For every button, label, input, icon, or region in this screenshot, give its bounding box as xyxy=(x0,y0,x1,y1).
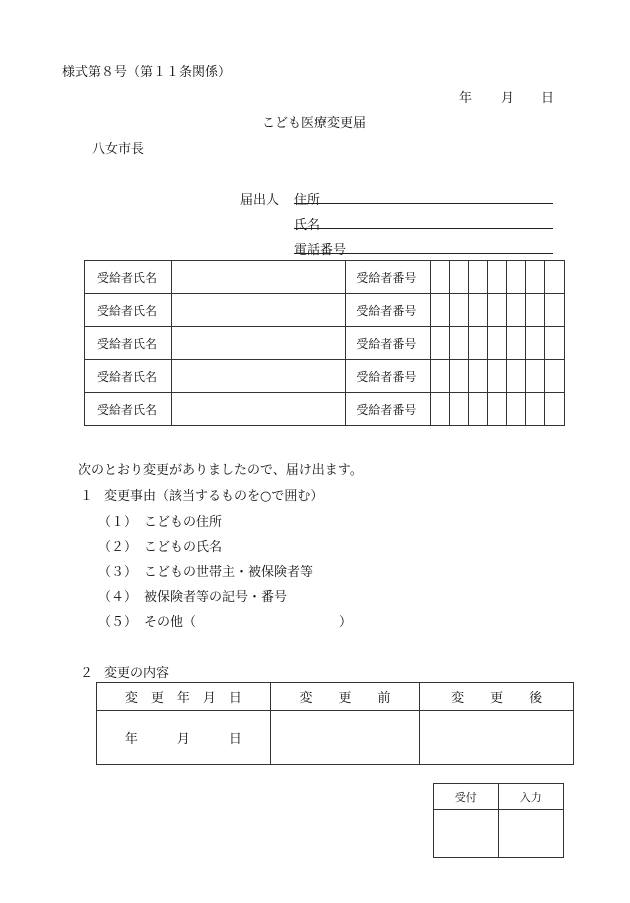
name-line[interactable] xyxy=(294,228,553,229)
section2-heading: 変更の内容 xyxy=(104,666,170,681)
recipient-number-digit-cell[interactable] xyxy=(544,327,564,360)
recipient-name-label: 受給者氏名 xyxy=(85,393,172,426)
recipient-number-digit-cell[interactable] xyxy=(469,261,488,294)
recipient-name-cell[interactable] xyxy=(171,294,346,327)
recipient-number-digit-cell[interactable] xyxy=(526,261,545,294)
recipient-row xyxy=(85,360,565,393)
received-label: 受付 xyxy=(434,784,499,810)
change-date-placeholder: 年 月 日 xyxy=(124,732,242,747)
recipient-number-digit-cell[interactable] xyxy=(488,327,507,360)
col-after: 変 更 後 xyxy=(420,683,574,711)
recipient-name-cell[interactable] xyxy=(171,261,346,294)
reason-item[interactable] xyxy=(98,586,287,605)
recipient-row xyxy=(85,261,565,294)
input-label: 入力 xyxy=(498,784,564,810)
received-stamp-cell[interactable] xyxy=(434,810,499,858)
col-change-date: 変 更 年 月 日 xyxy=(97,683,271,711)
recipient-name-label: 受給者氏名 xyxy=(85,360,172,393)
reason-text: 被保険者等の記号・番号 xyxy=(144,590,288,605)
recipient-row xyxy=(85,294,565,327)
recipient-row xyxy=(85,327,565,360)
recipient-number-digit-cell[interactable] xyxy=(450,261,469,294)
recipient-name-label: 受給者氏名 xyxy=(85,294,172,327)
recipient-number-digit-cell[interactable] xyxy=(450,294,469,327)
recipient-name-label: 受給者氏名 xyxy=(85,261,172,294)
reason-number: （１） xyxy=(98,515,138,530)
recipient-number-digit-cell[interactable] xyxy=(507,261,526,294)
recipient-number-digit-cell[interactable] xyxy=(507,327,526,360)
recipient-number-digit-cell[interactable] xyxy=(431,261,450,294)
after-cell[interactable] xyxy=(420,711,574,765)
recipient-number-digit-cell[interactable] xyxy=(488,393,507,426)
recipient-name-label: 受給者氏名 xyxy=(85,327,172,360)
section1-number: １ xyxy=(80,489,94,504)
recipient-number-digit-cell[interactable] xyxy=(544,393,564,426)
date-day-label: 日 xyxy=(541,91,555,106)
date-month-label: 月 xyxy=(501,91,515,106)
reason-number: （３） xyxy=(98,565,138,580)
input-stamp-cell[interactable] xyxy=(498,810,564,858)
recipient-number-digit-cell[interactable] xyxy=(526,393,545,426)
recipient-number-digit-cell[interactable] xyxy=(469,327,488,360)
col-before: 変 更 前 xyxy=(270,683,420,711)
recipient-number-digit-cell[interactable] xyxy=(431,360,450,393)
recipients-table xyxy=(84,260,565,426)
recipient-number-digit-cell[interactable] xyxy=(526,327,545,360)
recipient-number-digit-cell[interactable] xyxy=(526,360,545,393)
recipient-number-digit-cell[interactable] xyxy=(526,294,545,327)
office-use-table xyxy=(433,783,564,858)
recipient-number-digit-cell[interactable] xyxy=(450,360,469,393)
name-label: 氏名 xyxy=(294,218,321,233)
reason-number: （５） xyxy=(98,615,138,630)
applicant-label: 届出人 xyxy=(240,193,280,208)
form-number: 様式第８号（第１１条関係） xyxy=(62,65,232,80)
reason-text: こどもの氏名 xyxy=(144,540,223,555)
change-content-table xyxy=(96,682,574,765)
recipient-name-cell[interactable] xyxy=(171,327,346,360)
recipient-number-digit-cell[interactable] xyxy=(488,261,507,294)
recipient-number-digit-cell[interactable] xyxy=(544,294,564,327)
recipient-number-digit-cell[interactable] xyxy=(431,294,450,327)
recipient-number-digit-cell[interactable] xyxy=(431,327,450,360)
reason-number: （２） xyxy=(98,540,138,555)
date-year-label: 年 xyxy=(459,91,473,106)
reason-item[interactable] xyxy=(98,536,222,555)
reason-item[interactable] xyxy=(98,511,222,530)
address-line[interactable] xyxy=(294,203,553,204)
recipient-number-digit-cell[interactable] xyxy=(507,294,526,327)
reason-text: こどもの世帯主・被保険者等 xyxy=(144,565,314,580)
recipient-number-label: 受給者番号 xyxy=(346,327,431,360)
declaration: 次のとおり変更がありましたので、届け出ます。 xyxy=(78,463,363,478)
recipient-number-digit-cell[interactable] xyxy=(469,393,488,426)
recipient-number-label: 受給者番号 xyxy=(346,294,431,327)
recipient-number-digit-cell[interactable] xyxy=(488,294,507,327)
before-cell[interactable] xyxy=(270,711,420,765)
recipient-name-cell[interactable] xyxy=(171,360,346,393)
phone-label: 電話番号 xyxy=(294,243,347,258)
recipient-number-digit-cell[interactable] xyxy=(488,360,507,393)
recipient-number-label: 受給者番号 xyxy=(346,261,431,294)
section2-number: ２ xyxy=(80,666,94,681)
recipient-number-label: 受給者番号 xyxy=(346,393,431,426)
reason-text: こどもの住所 xyxy=(144,515,223,530)
recipient-number-digit-cell[interactable] xyxy=(544,261,564,294)
address-label: 住所 xyxy=(294,193,321,208)
reason-text: その他（ ） xyxy=(144,615,353,630)
recipient-row xyxy=(85,393,565,426)
form-title: こども医療変更届 xyxy=(262,116,367,131)
section1-heading: 変更事由（該当するものを○で囲む） xyxy=(104,489,324,504)
reason-number: （４） xyxy=(98,590,138,605)
recipient-number-digit-cell[interactable] xyxy=(507,393,526,426)
reason-item[interactable] xyxy=(98,561,313,580)
recipient-number-digit-cell[interactable] xyxy=(450,327,469,360)
recipient-number-digit-cell[interactable] xyxy=(544,360,564,393)
recipient-number-digit-cell[interactable] xyxy=(450,393,469,426)
change-date-cell[interactable] xyxy=(97,711,271,765)
recipient-number-digit-cell[interactable] xyxy=(507,360,526,393)
reason-item[interactable] xyxy=(98,611,352,630)
addressee: 八女市長 xyxy=(92,142,145,157)
recipient-number-digit-cell[interactable] xyxy=(431,393,450,426)
recipient-number-label: 受給者番号 xyxy=(346,360,431,393)
recipient-number-digit-cell[interactable] xyxy=(469,360,488,393)
recipient-name-cell[interactable] xyxy=(171,393,346,426)
phone-line[interactable] xyxy=(294,253,553,254)
recipient-number-digit-cell[interactable] xyxy=(469,294,488,327)
